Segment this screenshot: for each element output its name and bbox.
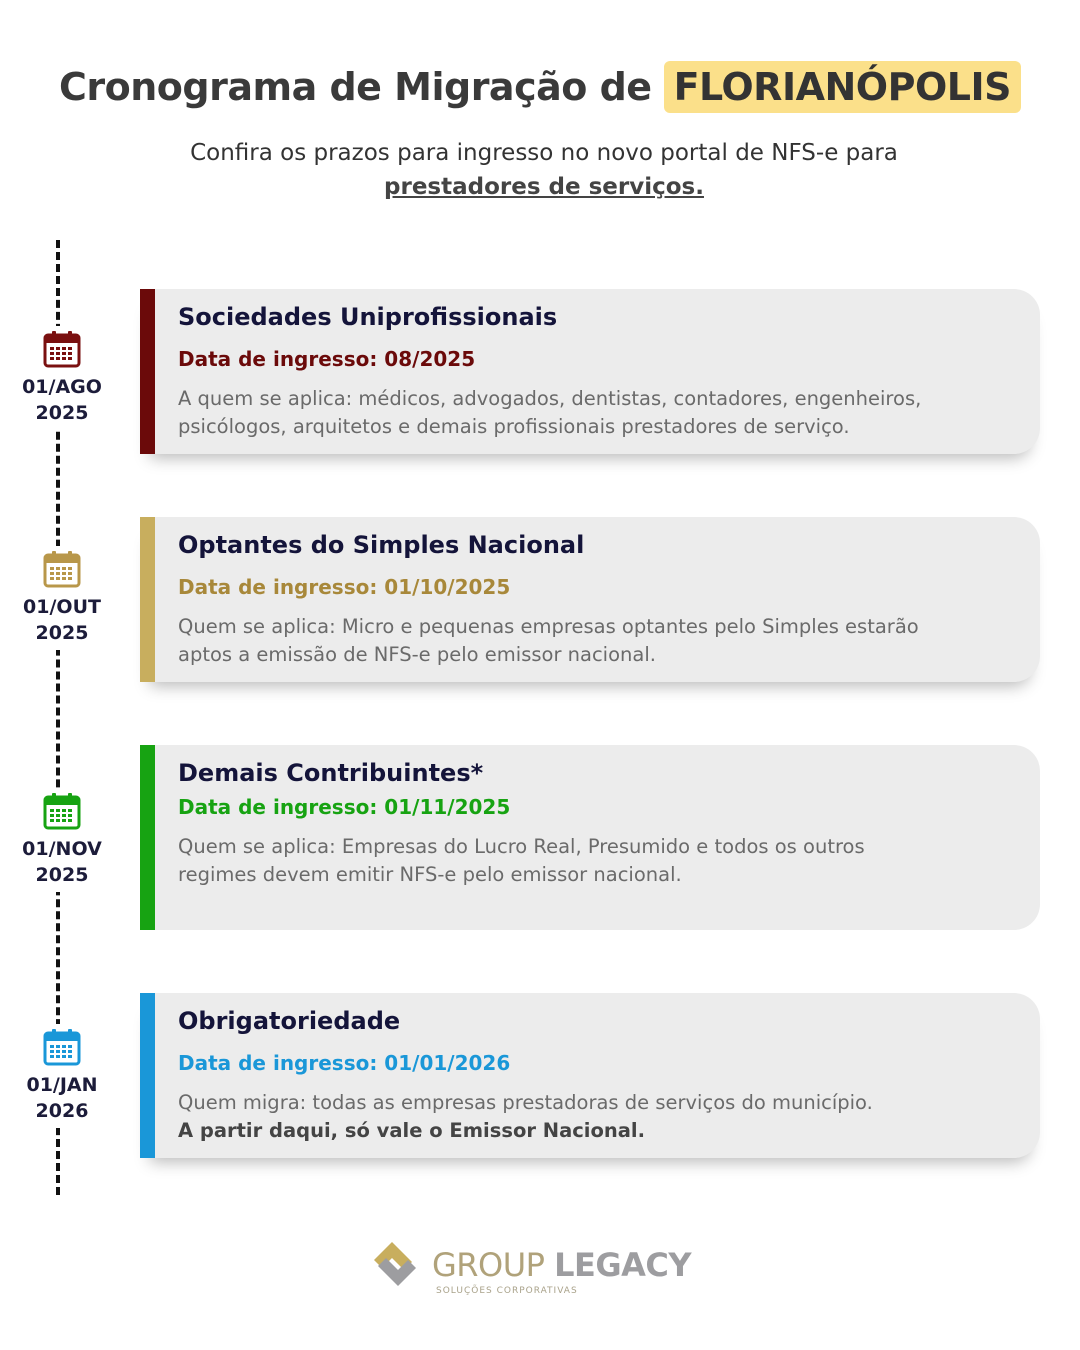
timeline-date-3 xyxy=(10,788,114,892)
date-line-2: 2025 xyxy=(35,622,89,644)
card-date: Data de ingresso: 01/11/2025 xyxy=(178,795,511,819)
timeline-card-1 xyxy=(140,289,1040,454)
page-title xyxy=(0,56,1080,118)
date-line-2: 2026 xyxy=(35,1100,89,1122)
timeline-date-4 xyxy=(10,1024,114,1128)
timeline-date-1 xyxy=(10,326,114,430)
card-description xyxy=(178,613,1034,669)
card-accent-bar xyxy=(140,993,155,1158)
card-description xyxy=(178,833,1034,889)
card-description-line-1: Quem se aplica: Micro e pequenas empresas optantes pelo Simples estarão xyxy=(178,615,919,638)
brand-name-bold: LEGACY xyxy=(554,1246,692,1284)
calendar-icon xyxy=(43,550,81,588)
date-line-2: 2025 xyxy=(35,402,89,424)
date-line-1: 01/NOV xyxy=(22,838,102,860)
card-description-line-1: Quem se aplica: Empresas do Lucro Real, Presumido e todos os outros xyxy=(178,835,865,858)
date-line-1: 01/OUT xyxy=(23,596,101,618)
card-description-line-2: regimes devem emitir NFS-e pelo emissor nacional. xyxy=(178,863,682,886)
card-title: Sociedades Uniprofissionais xyxy=(178,303,558,331)
title-highlight: FLORIANÓPOLIS xyxy=(664,61,1021,113)
timeline-card-4 xyxy=(140,993,1040,1158)
card-date: Data de ingresso: 08/2025 xyxy=(178,347,476,371)
card-date: Data de ingresso: 01/01/2026 xyxy=(178,1051,511,1075)
brand-logo xyxy=(370,1240,710,1300)
card-title: Obrigatoriedade xyxy=(178,1007,401,1035)
card-description-line-2: psicólogos, arquitetos e demais profissionais prestadores de serviço. xyxy=(178,415,850,438)
brand-name-light: GROUP xyxy=(432,1246,545,1284)
card-title: Optantes do Simples Nacional xyxy=(178,531,585,559)
brand-tagline: SOLUÇÕES CORPORATIVAS xyxy=(436,1286,578,1296)
card-description-line-2: aptos a emissão de NFS-e pelo emissor nacional. xyxy=(178,643,656,666)
brand-name xyxy=(432,1246,691,1284)
card-description-line-2: A partir daqui, só vale o Emissor Nacional. xyxy=(178,1119,646,1142)
card-date: Data de ingresso: 01/10/2025 xyxy=(178,575,511,599)
card-description xyxy=(178,1089,1034,1145)
date-line-2: 2025 xyxy=(35,864,89,886)
subtitle-line-2: prestadores de serviços. xyxy=(384,174,704,200)
calendar-icon xyxy=(43,792,81,830)
calendar-icon xyxy=(43,1028,81,1066)
card-accent-bar xyxy=(140,289,155,454)
card-description-line-1: A quem se aplica: médicos, advogados, dentistas, contadores, engenheiros, xyxy=(178,387,922,410)
card-description-line-1: Quem migra: todas as empresas prestadoras de serviços do município. xyxy=(178,1091,873,1114)
card-accent-bar xyxy=(140,745,155,930)
subtitle-line-1: Confira os prazos para ingresso no novo portal de NFS-e para xyxy=(190,140,898,166)
timeline-card-3 xyxy=(140,745,1040,930)
date-line-1: 01/JAN xyxy=(26,1074,98,1096)
card-title: Demais Contribuintes* xyxy=(178,759,484,787)
date-line-1: 01/AGO xyxy=(22,376,102,398)
timeline-card-2 xyxy=(140,517,1040,682)
timeline-date-2 xyxy=(10,546,114,650)
calendar-icon xyxy=(43,330,81,368)
subtitle xyxy=(0,136,1080,204)
group-legacy-logo-icon xyxy=(370,1240,426,1288)
card-accent-bar xyxy=(140,517,155,682)
card-description xyxy=(178,385,1034,441)
title-main: Cronograma de Migração de xyxy=(59,65,652,109)
